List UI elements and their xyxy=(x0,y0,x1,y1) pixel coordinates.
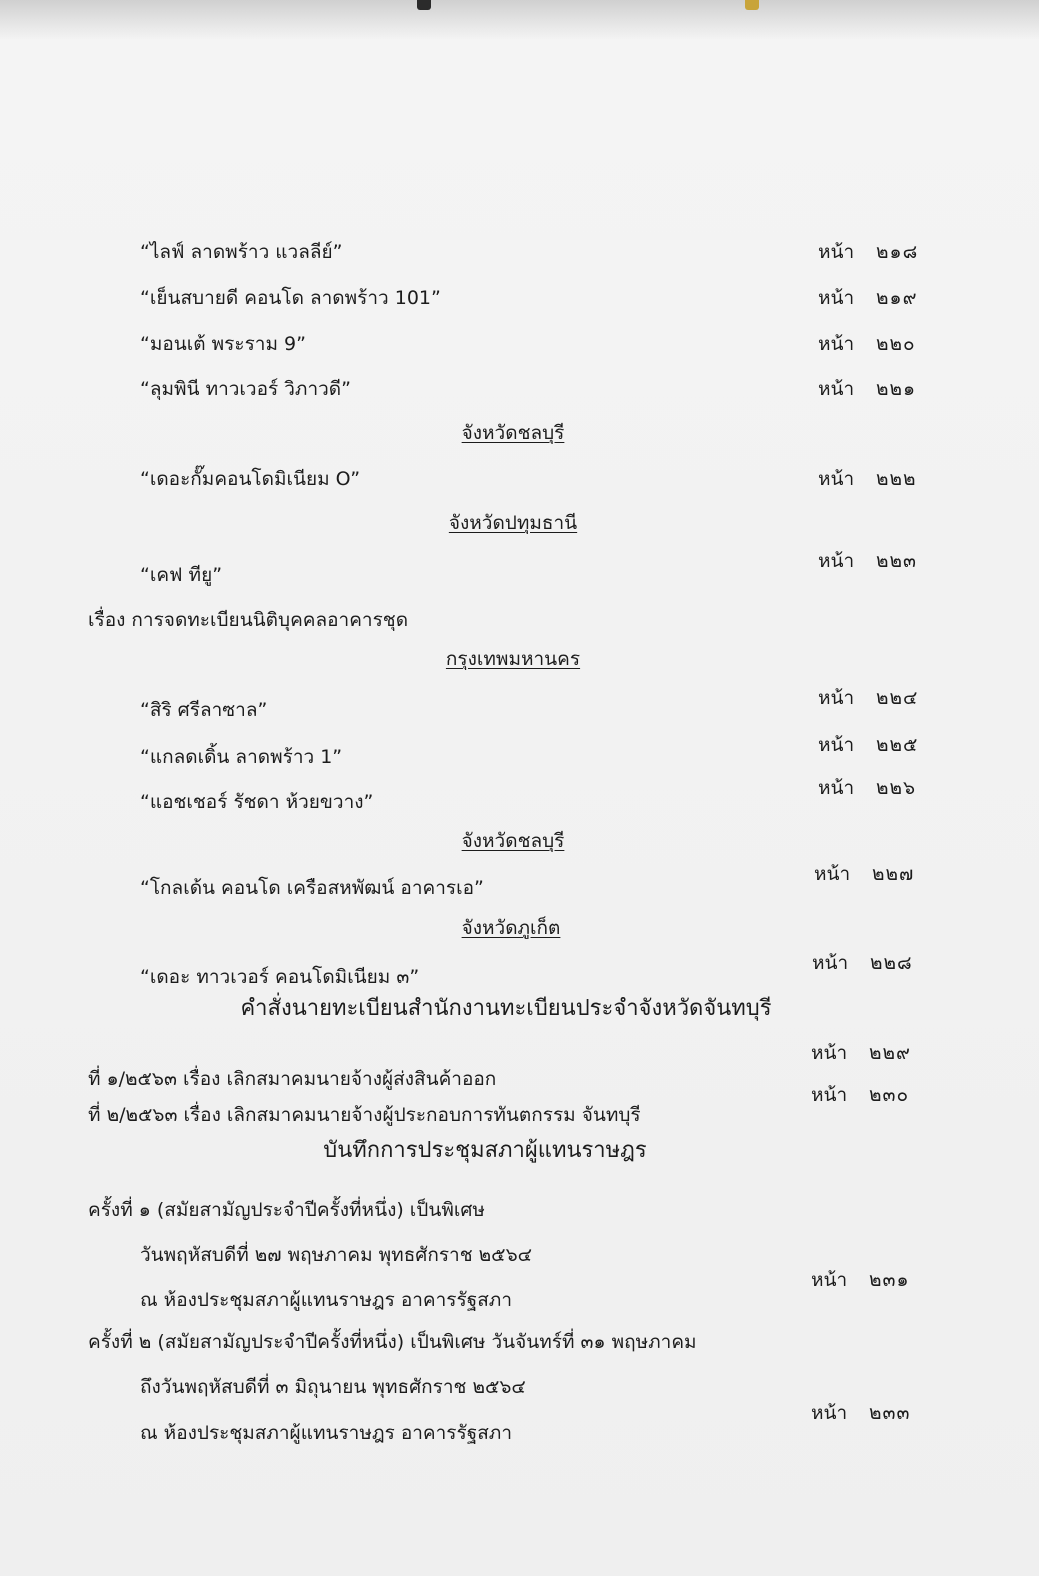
toc-entry xyxy=(0,237,1039,267)
province-heading-row xyxy=(0,644,1039,674)
province-heading: จังหวัดชลบุรี xyxy=(461,422,565,444)
province-heading: จังหวัดปทุมธานี xyxy=(448,512,578,534)
toc-entry xyxy=(0,550,1039,590)
page-label: หน้า xyxy=(814,863,851,885)
page-number: ๒๒๑ xyxy=(876,378,917,400)
entry-title: “สิริ ศรีลาซาล” xyxy=(140,699,268,721)
entry-subject: ที่ ๒/๒๕๖๓ เรื่อง เลิกสมาคมนายจ้างผู้ประกอบการทันตกรรม จันทบุรี xyxy=(88,1104,641,1126)
toc-entry xyxy=(0,863,1039,903)
entry-title: “ลุมพินี ทาวเวอร์ วิภาวดี” xyxy=(140,378,351,400)
meeting-date: วันพฤหัสบดีที่ ๒๗ พฤษภาคม พุทธศักราช ๒๕๖๔ xyxy=(140,1244,533,1266)
page-number: ๒๓๐ xyxy=(869,1084,910,1106)
entry-subject: ที่ ๑/๒๕๖๓ เรื่อง เลิกสมาคมนายจ้างผู้ส่งสินค้าออก xyxy=(88,1068,497,1090)
page-label: หน้า xyxy=(812,952,849,974)
page-number: ๒๒๓ xyxy=(876,550,918,572)
province-heading: กรุงเทพมหานคร xyxy=(445,648,581,670)
page-label: หน้า xyxy=(818,777,855,799)
toc-entry xyxy=(0,1269,1039,1315)
toc-entry xyxy=(0,1402,1039,1448)
binding-mark-gold xyxy=(745,0,759,10)
province-heading-row xyxy=(0,913,1039,943)
entry-title: “เดอะกั๊มคอนโดมิเนียม O” xyxy=(140,468,361,490)
page-number: ๒๓๑ xyxy=(869,1269,910,1291)
page-number: ๒๑๙ xyxy=(876,287,918,309)
page-label: หน้า xyxy=(818,550,855,572)
province-heading: จังหวัดชลบุรี xyxy=(461,830,565,852)
toc-entry xyxy=(0,1084,1039,1130)
entry-title: “เดอะ ทาวเวอร์ คอนโดมิเนียม ๓” xyxy=(140,966,420,988)
page-label: หน้า xyxy=(818,468,855,490)
page-number: ๒๒๐ xyxy=(876,333,916,355)
page-number: ๒๓๓ xyxy=(869,1402,911,1424)
section-heading: บันทึกการประชุมสภาผู้แทนราษฎร xyxy=(323,1138,647,1163)
entry-title: “โกลเด้น คอนโด เครือสหพัฒน์ อาคารเอ” xyxy=(140,877,484,899)
toc-entry xyxy=(0,283,1039,313)
meeting-date: ถึงวันพฤหัสบดีที่ ๓ มิถุนายน พุทธศักราช ๒๕๖๔ xyxy=(140,1376,526,1398)
section-heading: คำสั่งนายทะเบียนสำนักงานทะเบียนประจำจังหวัดจันทบุรี xyxy=(240,996,772,1021)
page-label: หน้า xyxy=(818,333,855,355)
page-number: ๒๑๘ xyxy=(876,241,919,263)
page-number: ๒๒๒ xyxy=(876,468,917,490)
entry-title: “ไลฟ์ ลาดพร้าว แวลลีย์” xyxy=(140,241,343,263)
toc-entry xyxy=(0,329,1039,359)
page-label: หน้า xyxy=(818,734,855,756)
subject-row xyxy=(0,1195,1039,1225)
page-label: หน้า xyxy=(818,241,855,263)
province-heading: จังหวัดภูเก็ต xyxy=(461,917,561,939)
binding-mark-dark xyxy=(417,0,431,10)
subject-row xyxy=(0,605,1039,635)
entry-title: “มอนเต้ พระราม 9” xyxy=(140,333,306,355)
page-number: ๒๒๖ xyxy=(876,777,917,799)
page-label: หน้า xyxy=(818,287,855,309)
page-number: ๒๒๕ xyxy=(876,734,919,756)
entry-title: “เคฟ ทียู” xyxy=(140,564,223,586)
meeting-venue: ณ ห้องประชุมสภาผู้แทนราษฎร อาคารรัฐสภา xyxy=(140,1289,512,1311)
province-heading-row xyxy=(0,826,1039,856)
page-number: ๒๒๗ xyxy=(872,863,915,885)
toc-entry xyxy=(0,734,1039,772)
toc-entry xyxy=(0,687,1039,725)
subject-row xyxy=(0,1327,1039,1357)
province-heading-row xyxy=(0,508,1039,538)
toc-entry xyxy=(0,374,1039,404)
page-label: หน้า xyxy=(818,378,855,400)
subject-text: ครั้งที่ ๒ (สมัยสามัญประจำปีครั้งที่หนึ่ง) เป็นพิเศษ วันจันทร์ที่ ๓๑ พฤษภาคม xyxy=(88,1331,697,1353)
page-number: ๒๒๔ xyxy=(876,687,919,709)
page-number: ๒๒๘ xyxy=(870,952,913,974)
page-label: หน้า xyxy=(811,1084,848,1106)
entry-title: “เย็นสบายดี คอนโด ลาดพร้าว 101” xyxy=(140,287,441,309)
subject-text: เรื่อง การจดทะเบียนนิติบุคคลอาคารชุด xyxy=(88,609,409,631)
toc-entry xyxy=(0,952,1039,992)
page-label: หน้า xyxy=(811,1402,848,1424)
toc-entry xyxy=(0,777,1039,817)
entry-title: “แกลดเดิ้น ลาดพร้าว 1” xyxy=(140,746,343,768)
province-heading-row xyxy=(0,418,1039,448)
section-heading-row xyxy=(0,993,1039,1023)
page-number: ๒๒๙ xyxy=(869,1042,911,1064)
page-label: หน้า xyxy=(811,1042,848,1064)
page-label: หน้า xyxy=(818,687,855,709)
section-heading-row xyxy=(0,1135,1039,1165)
page-top-shadow xyxy=(0,0,1039,40)
page-label: หน้า xyxy=(811,1269,848,1291)
meeting-venue: ณ ห้องประชุมสภาผู้แทนราษฎร อาคารรัฐสภา xyxy=(140,1422,512,1444)
subject-text: ครั้งที่ ๑ (สมัยสามัญประจำปีครั้งที่หนึ่ง) เป็นพิเศษ xyxy=(88,1199,485,1221)
toc-entry xyxy=(0,464,1039,494)
entry-title: “แอชเชอร์ รัชดา ห้วยขวาง” xyxy=(140,791,374,813)
